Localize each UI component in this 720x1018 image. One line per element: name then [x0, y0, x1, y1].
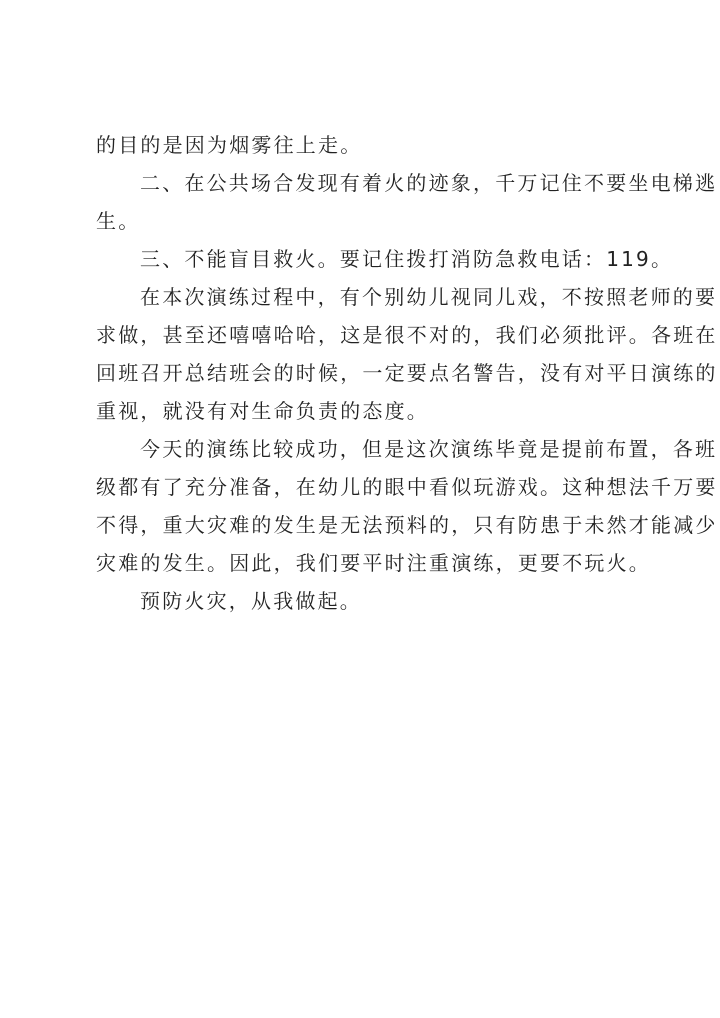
- text-line: 级都有了充分准备，在幼儿的眼中看似玩游戏。这种想法千万要: [96, 475, 718, 499]
- text-line: 今天的演练比较成功，但是这次演练毕竟是提前布置，各班: [140, 437, 718, 461]
- document-body: [96, 126, 718, 620]
- text-line: 求做，甚至还嘻嘻哈哈，这是很不对的，我们必须批评。各班在: [96, 323, 718, 347]
- text-line: 在本次演练过程中，有个别幼儿视同儿戏，不按照老师的要: [140, 285, 718, 309]
- text-line: 的目的是因为烟雾往上走。: [96, 133, 363, 157]
- text-line: 不得，重大灾难的发生是无法预料的，只有防患于未然才能减少: [96, 513, 718, 537]
- text-line: 回班召开总结班会的时候，一定要点名警告，没有对平日演练的: [96, 361, 718, 385]
- text-line: 二、在公共场合发现有着火的迹象，千万记住不要坐电梯逃: [140, 171, 718, 195]
- text-line: 重视，就没有对生命负责的态度。: [96, 399, 429, 423]
- text-line: 三、不能盲目救火。要记住拨打消防急救电话：119。: [140, 247, 674, 271]
- text-line: 生。: [96, 209, 141, 233]
- text-line: 预防火灾，从我做起。: [140, 589, 362, 613]
- text-line: 灾难的发生。因此，我们要平时注重演练，更要不玩火。: [96, 551, 651, 575]
